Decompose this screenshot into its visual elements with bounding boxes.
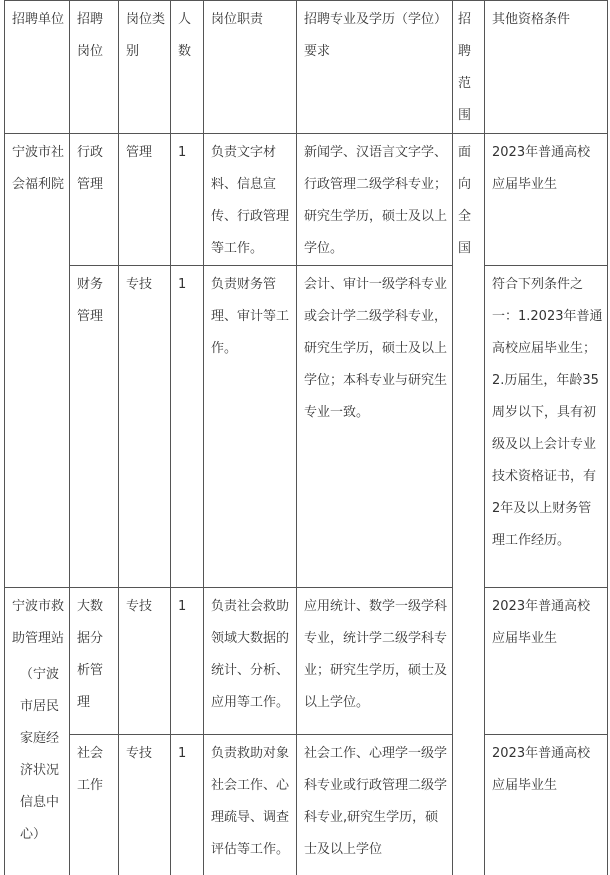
count-cell: 1 [171,735,204,875]
category-cell: 管理 [119,134,171,266]
duty-cell: 负责文字材料、信息宣传、行政管理等工作。 [204,134,297,266]
post-cell: 财务管理 [70,266,119,588]
other-cell: 2023年普通高校应届毕业生 [485,735,608,875]
other-cell: 2023年普通高校应届毕业生 [485,588,608,735]
scope-cell: 面向全国 [453,134,485,875]
header-requirement: 招聘专业及学历（学位）要求 [297,1,453,134]
other-cell: 2023年普通高校应届毕业生 [485,134,608,266]
recruitment-table [4,0,608,875]
category-cell: 专技 [119,588,171,735]
table-row [5,588,608,735]
table-row [5,266,608,588]
header-category: 岗位类别 [119,1,171,134]
requirement-cell: 会计、审计一级学科专业或会计学二级学科专业，研究生学历，硕士及以上学位；本科专业与研究生专业一致。 [297,266,453,588]
duty-cell: 负责财务管理、审计等工作。 [204,266,297,588]
requirement-cell: 应用统计、数学一级学科专业，统计学二级学科专业；研究生学历，硕士及以上学位。 [297,588,453,735]
unit-name-note: （宁波市居民家庭经济状况信息中心） [20,667,60,842]
post-cell: 大数据分析管理 [70,588,119,735]
post-cell: 行政管理 [70,134,119,266]
count-cell: 1 [171,588,204,735]
table-row [5,735,608,875]
requirement-cell: 新闻学、汉语言文字学、行政管理二级学科专业；研究生学历，硕士及以上学位。 [297,134,453,266]
header-other: 其他资格条件 [485,1,608,134]
category-cell: 专技 [119,266,171,588]
unit-name-cell: 宁波市社会福利院 [5,134,70,588]
requirement-cell: 社会工作、心理学一级学科专业或行政管理二级学科专业,研究生学历，硕士及以上学位 [297,735,453,875]
category-cell: 专技 [119,735,171,875]
header-post: 招聘岗位 [70,1,119,134]
header-duty: 岗位职责 [204,1,297,134]
header-scope: 招聘范围 [453,1,485,134]
count-cell: 1 [171,266,204,588]
header-count: 人数 [171,1,204,134]
unit-name: 宁波市救助管理站 [12,599,65,646]
post-cell: 社会工作 [70,735,119,875]
duty-cell: 负责社会救助领域大数据的统计、分析、应用等工作。 [204,588,297,735]
header-row [5,1,608,134]
count-cell: 1 [171,134,204,266]
other-cell: 符合下列条件之一：1.2023年普通高校应届毕业生；2.历届生，年龄35周岁以下，具有初级及以上会计专业技术资格证书，有2年及以上财务管理工作经历。 [485,266,608,588]
header-unit: 招聘单位 [5,1,70,134]
duty-cell: 负责救助对象社会工作、心理疏导、调查评估等工作。 [204,735,297,875]
unit-name-cell [5,588,70,875]
table-row [5,134,608,266]
